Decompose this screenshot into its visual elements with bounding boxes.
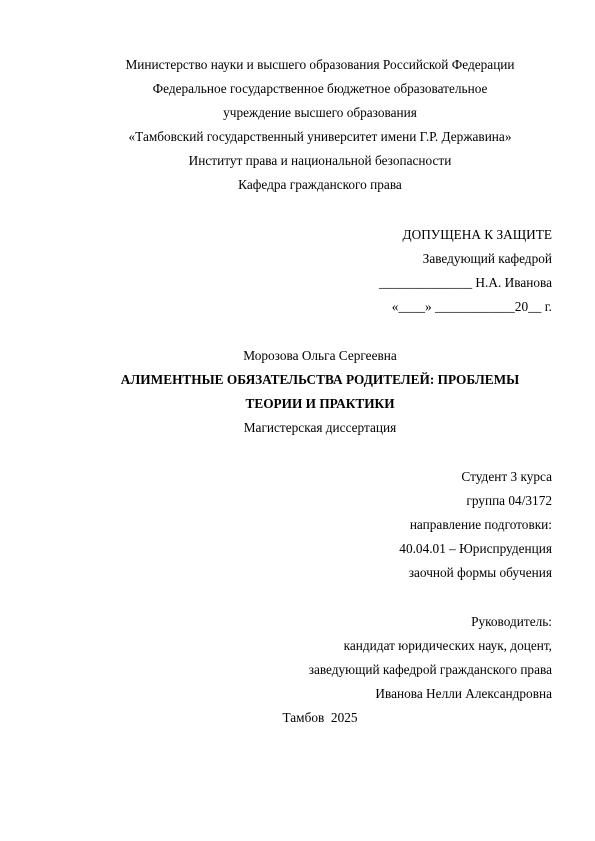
- approval-date-line: «____» ____________20__ г.: [391, 299, 552, 314]
- ministry-line: Министерство науки и высшего образования Российской Федерации: [125, 57, 515, 72]
- city-year: Тамбов 2025: [282, 710, 358, 725]
- approval-signature-line: ______________ Н.А. Иванова: [379, 275, 552, 290]
- institute-name: Институт права и национальной безопасности: [188, 153, 452, 168]
- study-form: заочной формы обучения: [408, 565, 552, 580]
- student-group: группа 04/3172: [466, 493, 552, 508]
- supervisor-degree: кандидат юридических наук, доцент,: [343, 638, 552, 653]
- department-name: Кафедра гражданского права: [238, 177, 402, 192]
- supervisor-name: Иванова Нелли Александровна: [375, 686, 552, 701]
- approval-title: ДОПУЩЕНА К ЗАЩИТЕ: [402, 227, 552, 242]
- approval-role: Заведующий кафедрой: [422, 251, 552, 266]
- author-name: Морозова Ольга Сергеевна: [243, 348, 397, 363]
- direction-label: направление подготовки:: [409, 517, 552, 532]
- direction-value: 40.04.01 – Юриспруденция: [399, 541, 552, 556]
- supervisor-position: заведующий кафедрой гражданского права: [308, 662, 552, 677]
- work-title-line-2: ТЕОРИИ И ПРАКТИКИ: [245, 396, 395, 411]
- supervisor-label: Руководитель:: [471, 614, 552, 629]
- institution-type-line-1: Федеральное государственное бюджетное образовательное: [152, 81, 488, 96]
- work-title-line-1: АЛИМЕНТНЫЕ ОБЯЗАТЕЛЬСТВА РОДИТЕЛЕЙ: ПРОБЛЕМЫ: [120, 372, 520, 387]
- university-name: «Тамбовский государственный университет имени Г.Р. Державина»: [128, 129, 512, 144]
- student-course: Студент 3 курса: [461, 469, 552, 484]
- institution-type-line-2: учреждение высшего образования: [223, 105, 417, 120]
- work-type: Магистерская диссертация: [243, 420, 397, 435]
